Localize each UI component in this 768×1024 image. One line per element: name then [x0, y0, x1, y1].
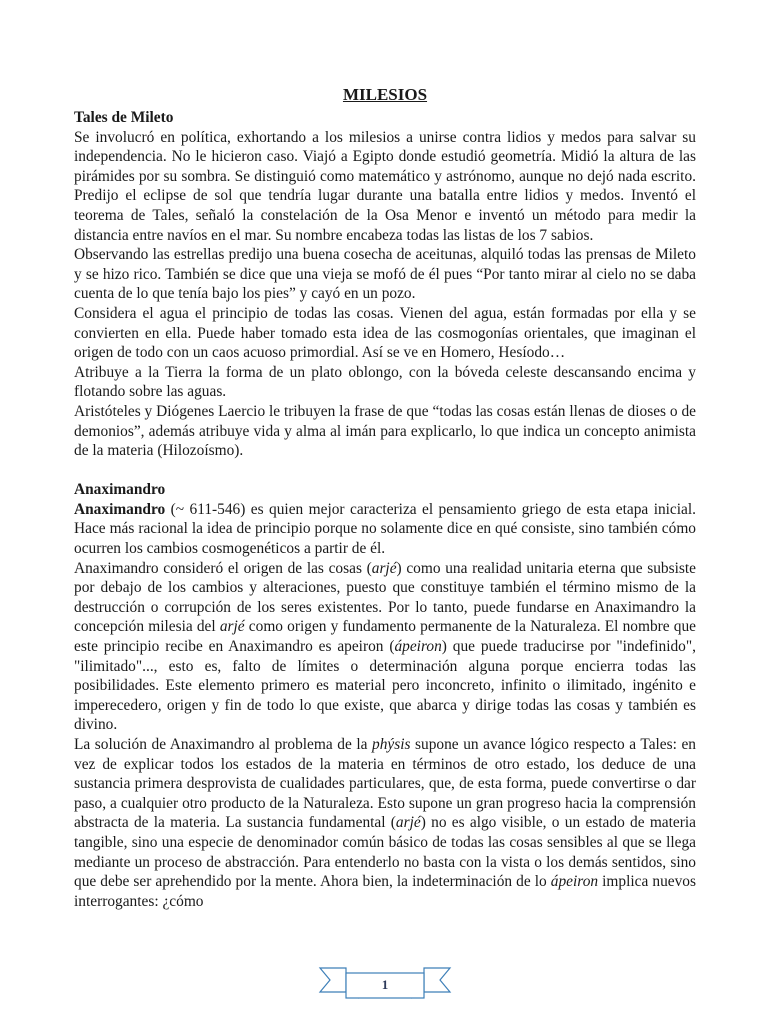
italic-text-run: ápeiron — [394, 638, 442, 656]
italic-text-run: arjé — [395, 814, 421, 832]
paragraph — [74, 363, 696, 402]
text-run: Se involucró en política, exhortando a los milesios a unirse contra lidios y medos para salvar su independencia. No le hicieron caso. Viajó a Egipto donde estudió geometría. Midió la altura de las pirámides por su sombra. Se distinguió como matemático y astrónomo, aunque no dejó nada escrito. Predijo el eclipse de sol que tendría lugar durante una batalla entre lidios y medos. Inventó el teorema de Tales, señaló la constelación de la Osa Menor e inventó un método para medir la distancia entre navíos en el mar. Su nombre encabeza todas las listas de los 7 sabios. — [74, 128, 696, 244]
italic-text-run: arjé — [219, 618, 245, 636]
text-run: (~ 611-546) es quien mejor caracteriza el pensamiento griego de esta etapa inicial. Hace más racional la idea de principio porque no solamente dice en qué consiste, sino también cómo ocurren los cambios cosmogenéticos a partir de él. — [74, 500, 696, 558]
section-heading: Anaximandro — [74, 481, 166, 499]
text-run: Anaximandro consideró el origen de las cosas ( — [74, 559, 372, 577]
document-body — [74, 108, 696, 911]
text-run: Considera el agua el principio de todas las cosas. Vienen del agua, están formadas por ella y se convierten en ella. Puede haber tomado esta idea de las cosmogonías orientales, que imaginan el origen de todo con un caos acuoso primordial. Así se ve en Homero, Hesíodo… — [74, 304, 696, 362]
paragraph — [74, 735, 696, 911]
italic-text-run: phýsis — [372, 736, 411, 753]
bold-text-run: Anaximandro — [74, 500, 166, 518]
text-run: La solución de Anaximandro al problema de la — [74, 736, 372, 753]
paragraph — [74, 304, 696, 363]
page-number: 1 — [381, 977, 389, 992]
italic-text-run: ápeiron — [550, 873, 599, 891]
italic-text-run: arjé — [371, 559, 397, 577]
text-run: Aristóteles y Diógenes Laercio le tribuyen la frase de que “todas las cosas están llenas de dioses o de demonios”, además atribuye vida y alma al imán para explicarlo, lo que indica un concepto animista de la materia (Hilozoísmo). — [74, 402, 696, 460]
paragraph — [74, 559, 696, 735]
section-spacer — [74, 461, 696, 481]
text-run: Observando las estrellas predijo una buena cosecha de aceitunas, alquiló todas las prensas de Mileto y se hizo rico. También se dice que una vieja se mofó de él pues “Por tanto mirar al cielo no se daba cuenta de lo que tenía bajo los pies” y cayó en un pozo. — [74, 246, 696, 303]
text-run: ) como una realidad unitaria eterna que subsiste por debajo de los cambios y alteraciones, puesto que constituye también el término mismo de la destrucción o corrupción de los seres existentes. Por lo tanto, puede fundarse en Anaximandro la concepción milesia del — [74, 559, 696, 636]
paragraph — [74, 402, 696, 461]
text-run: supone un avance lógico respecto a Tales: en vez de explicar todos los estados de la materia en términos de otro estado, los deduce de una sustancia primera desprovista de cualidades particulares, que, de esta forma, puede convertirse o dar paso, a cualquier otro producto de la Naturaleza. Esto supone un gran progreso hacia la comprensión abstracta de la materia. La sustancia fundamental ( — [74, 736, 696, 832]
paragraph — [74, 128, 696, 246]
text-run: como origen y fundamento permanente de la Naturaleza. El nombre que este principio recibe en Anaximandro es apeiron ( — [74, 618, 696, 656]
paragraph — [74, 245, 696, 304]
text-run: ) que puede traducirse por "indefinido", "ilimitado"..., esto es, falto de límites o determinación alguna porque encierra todas las posibilidades. Este elemento primero es material pero inconcreto, infinito o ilimitado, ingénito e imperecedero, origen y fin de todo lo que existe, que abarca y dirige todas las cosas y también es divino. — [74, 638, 696, 734]
text-run: Atribuye a la Tierra la forma de un plato oblongo, con la bóveda celeste descansando encima y flotando sobre las aguas. — [74, 363, 696, 401]
paragraph — [74, 500, 696, 559]
document-title: MILESIOS — [342, 85, 428, 104]
page-footer-ribbon — [318, 962, 452, 1008]
section-heading: Tales de Mileto — [74, 109, 174, 126]
document-page — [74, 84, 696, 911]
text-run: ) no es algo visible, o un estado de materia tangible, sino una especie de denominador común básico de todas las cosas sensibles al que se llega mediante un proceso de abstracción. Para entenderlo no basta con la vista o los demás sentidos, sino que debe ser aprehendido por la mente. Ahora bien, la indeterminación de lo — [74, 814, 696, 891]
text-run: implica nuevos interrogantes: ¿cómo — [74, 873, 696, 910]
